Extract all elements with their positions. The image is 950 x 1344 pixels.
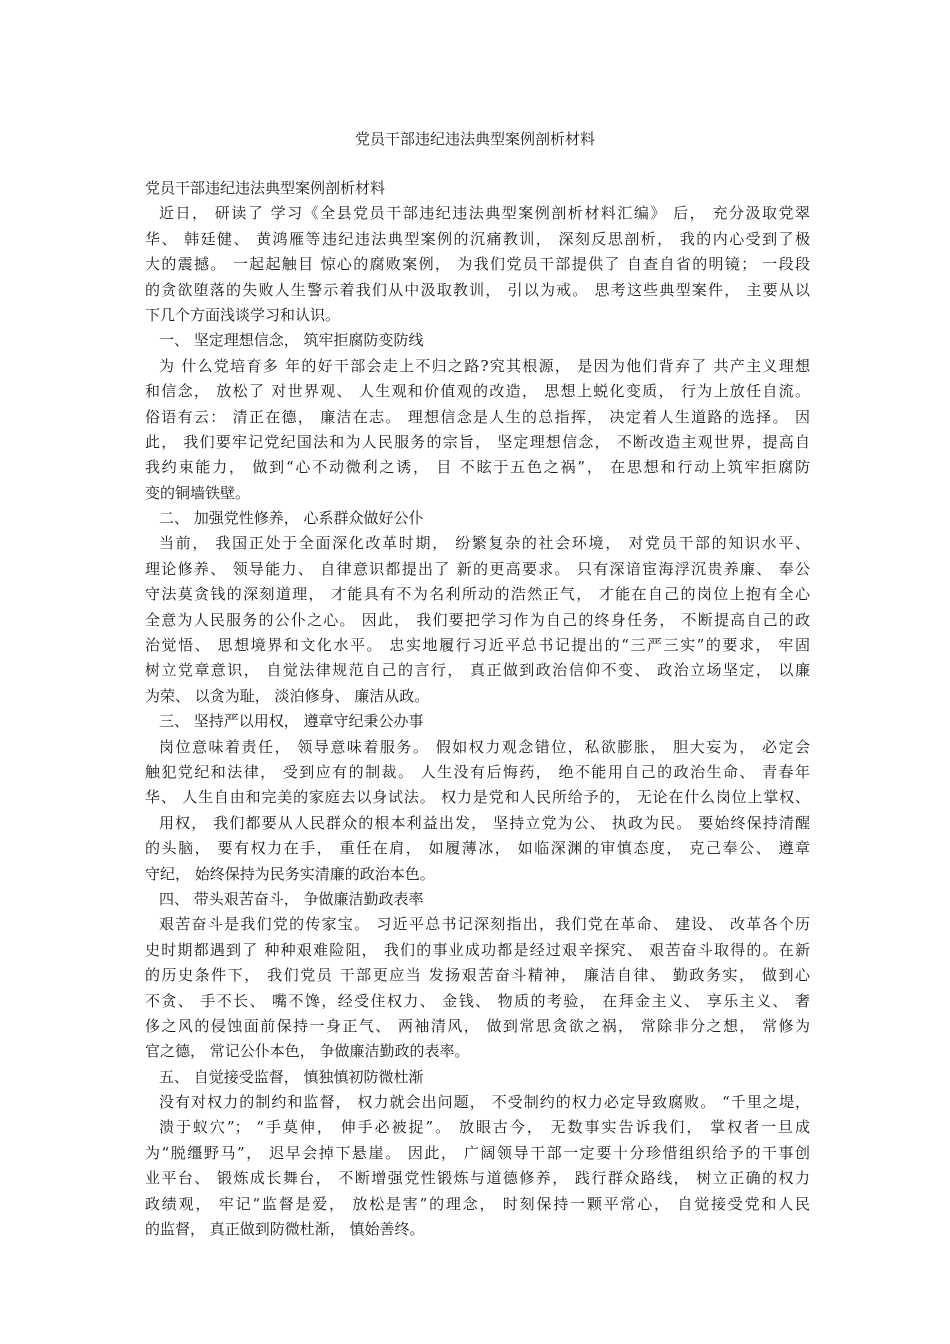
text-line: 的头脑， 要有权力在手， 重任在肩， 如履薄冰， 如临深渊的审慎态度， 克己奉公、 遵章: [145, 839, 810, 858]
text-line: 党员干部违纪违法典型案例剖析材料: [145, 179, 386, 197]
text-line: 岗位意味着责任， 领导意味着服务。 假如权力观念错位，私欲膨胀， 胆大妄为， 必定会: [159, 737, 810, 756]
text-line: 树立党章意识， 自觉法律规范自己的言行， 真正做到政治信仰不变、 政治立场坚定， 以廉: [145, 661, 810, 680]
text-line: 侈之风的侵蚀面前保持一身正气、 两袖清风， 做到常思贪欲之祸， 常除非分之想， 常修为: [145, 1016, 810, 1035]
text-line: 一、 坚定理想信念， 筑牢拒腐防变防线: [159, 331, 424, 350]
text-line: 为荣、 以贪为耻， 淡泊修身、 廉洁从政。: [145, 686, 430, 705]
text-line: 变的铜墙铁壁。: [145, 483, 251, 502]
text-line: 溃于蚁穴”； “手莫伸， 伸手必被捉”。 放眼古今， 无数事实告诉我们， 掌权者一旦成: [159, 1118, 810, 1137]
text-line: 二、 加强党性修养， 心系群众做好公仆: [159, 509, 424, 528]
text-line: 的历史条件下， 我们党员 干部更应当 发扬艰苦奋斗精神， 廉洁自律、 勤政务实， 做到心: [145, 966, 810, 985]
text-line: 业平台、 锻炼成长舞台， 不断增强党性锻炼与道德修养， 践行群众路线， 树立正确的权力: [145, 1169, 810, 1188]
text-line: 为“脱缰野马”， 迟早会掉下悬崖。 因此， 广阔领导干部一定要十分珍惜组织给予的干事创: [145, 1143, 810, 1162]
text-line: 的监督， 真正做到防微杜渐， 慎始善终。: [145, 1220, 425, 1239]
text-line: 近日， 研读了 学习《全县党员干部违纪违法典型案例剖析材料汇编》 后， 充分汲取党翠: [159, 204, 810, 223]
text-line: 守纪， 始终保持为民务实清廉的政治本色。: [145, 864, 435, 883]
text-line: 史时期都遇到了 种种艰难险阻， 我们的事业成功都是经过艰辛探究、 艰苦奋斗取得的。在新: [145, 940, 810, 959]
text-line: 没有对权力的制约和监督， 权力就会出问题， 不受制约的权力必定导致腐败。 “千里之堤，: [159, 1093, 810, 1112]
text-line: 触犯党纪和法律， 受到应有的制裁。 人生没有后悔药， 绝不能用自己的政治生命、 青春年: [145, 762, 810, 781]
text-line: 的贪欲堕落的失败人生警示着我们从中汲取教训， 引以为戒。 思考这些典型案件， 主要从以: [145, 280, 810, 299]
document-body: [145, 176, 810, 1242]
text-line: 下几个方面浅谈学习和认识。: [145, 305, 341, 324]
text-line: 当前， 我国正处于全面深化改革时期， 纷繁复杂的社会环境， 对党员干部的知识水平、: [159, 534, 810, 553]
text-line: 四、 带头艰苦奋斗， 争做廉洁勤政表率: [159, 889, 424, 908]
text-line: 理论修养、 领导能力、 自律意识都提出了 新的更高要求。 只有深谙宦海浮沉贵养廉、 奉公: [145, 559, 810, 578]
text-line: 华、 人生自由和完美的家庭去以身试法。 权力是党和人民所给予的， 无论在什么岗位上掌权、: [145, 788, 810, 807]
document-title: 党员干部违纪违法典型案例剖析材料: [354, 130, 595, 148]
text-line: 大的震撼。 一起起触目 惊心的腐败案例， 为我们党员干部提供了 自查自省的明镜； 一段段: [145, 255, 810, 274]
text-line: 官之德， 常记公仆本色， 争做廉洁勤政的表率。: [145, 1042, 470, 1061]
text-line: 艰苦奋斗是我们党的传家宝。 习近平总书记深刻指出，我们党在革命、 建设、 改革各个历: [159, 915, 810, 934]
text-line: 我约束能力， 做到“心不动微利之诱， 目 不眩于五色之祸”， 在思想和行动上筑牢拒腐防: [145, 458, 810, 477]
text-line: 守法莫贪钱的深刻道理， 才能具有不为名利所动的浩然正气， 才能在自己的岗位上抱有全心: [145, 585, 810, 604]
text-line: 不贪、 手不长、 嘴不馋，经受住权力、 金钱、 物质的考验， 在拜金主义、 享乐主义、 奢: [145, 991, 810, 1010]
text-line: 华、 韩廷健、 黄鸿雁等违纪违法典型案例的沉痛教训， 深刻反思剖析， 我的内心受到了极: [145, 229, 810, 248]
text-line: 治觉悟、 思想境界和文化水平。 忠实地履行习近平总书记提出的“三严三实”的要求， 牢固: [145, 636, 810, 655]
text-line: 政绩观， 牢记“监督是爱， 放松是害”的理念， 时刻保持一颗平常心， 自觉接受党和人民: [145, 1194, 810, 1213]
text-line: 三、 坚持严以用权， 遵章守纪秉公办事: [159, 712, 424, 731]
text-line: 为 什么党培育多 年的好干部会走上不归之路?究其根源， 是因为他们背弃了 共产主义理想: [159, 356, 810, 375]
text-line: 全意为人民服务的公仆之心。 因此， 我们要把学习作为自己的终身任务， 不断提高自己的政: [145, 610, 810, 629]
text-line: 五、 自觉接受监督， 慎独慎初防微杜渐: [159, 1067, 424, 1086]
text-line: 俗语有云： 清正在德， 廉洁在志。 理想信念是人生的总指挥， 决定着人生道路的选择。 因: [145, 407, 810, 426]
text-line: 用权， 我们都要从人民群众的根本利益出发， 坚持立党为公、 执政为民。 要始终保持清醒: [159, 813, 810, 832]
text-line: 和信念， 放松了 对世界观、 人生观和价值观的改造， 思想上蜕化变质， 行为上放任自流。: [145, 382, 810, 401]
text-line: 此， 我们要牢记党纪国法和为人民服务的宗旨， 坚定理想信念， 不断改造主观世界，提高自: [145, 432, 810, 451]
